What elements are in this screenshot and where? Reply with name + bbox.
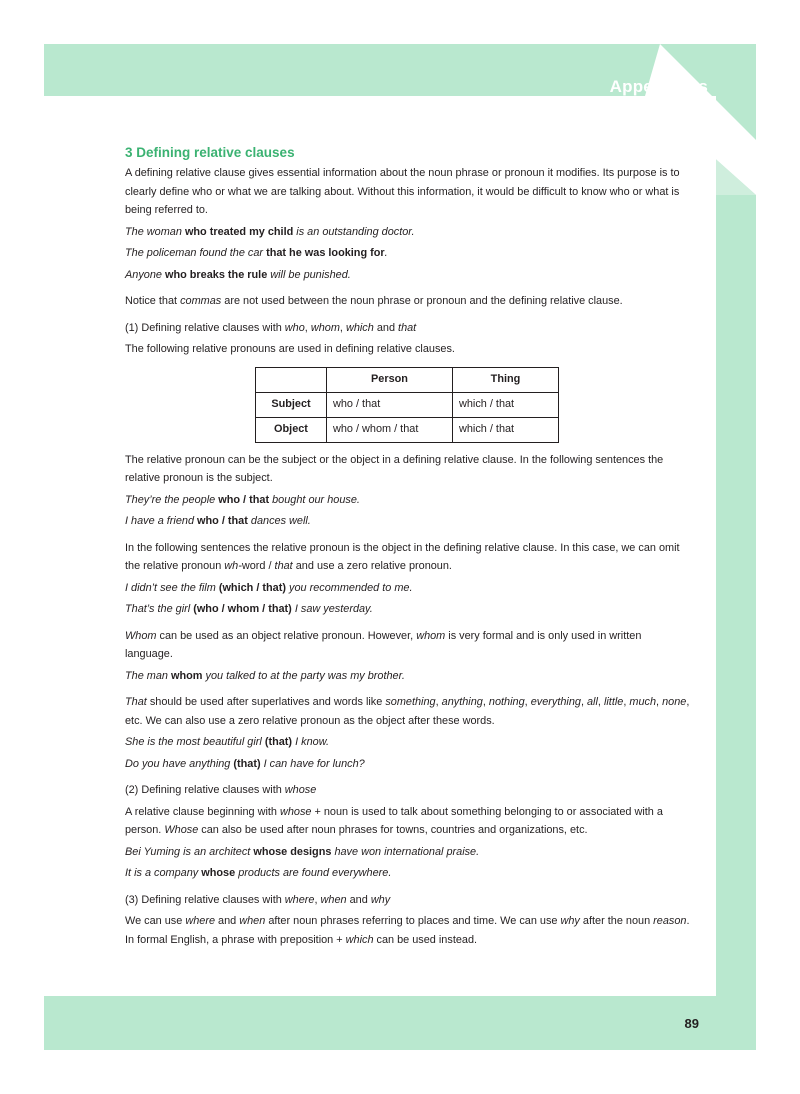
main-content: [125, 144, 690, 949]
whose-paragraph: A relative clause beginning with whose + noun is used to talk about something belonging to or associated with a person. Whose can also be used after noun phrases for towns, countries and organizations, etc.: [125, 805, 663, 836]
example-sentence: I have a friend who / that dances well.: [125, 515, 311, 527]
whom-paragraph: Whom can be used as an object relative pronoun. However, whom is very formal and is only used in written language.: [125, 629, 642, 660]
example-sentence: It is a company whose products are found everywhere.: [125, 867, 392, 879]
table-row: [256, 392, 559, 417]
table-corner: [256, 367, 327, 392]
subsection-heading-3: (3) Defining relative clauses with where, when and why: [125, 893, 391, 906]
row-label: Object: [256, 417, 327, 442]
subsection-heading-2: (2) Defining relative clauses with whose: [125, 784, 317, 796]
cell-thing: which / that: [453, 417, 559, 442]
table-row: [256, 417, 559, 442]
cell-person: who / that: [327, 392, 453, 417]
example-sentence: Bei Yuming is an architect whose designs have won international praise.: [125, 845, 480, 858]
intro-paragraph: A defining relative clause gives essential information about the noun phrase or pronoun it modifies. Its purpose is to clearly define who or what we are talking about. Without this information, it would be difficult to know who or what is being referred to.: [125, 167, 680, 216]
table-header-thing: Thing: [453, 367, 559, 392]
notice-paragraph: Notice that commas are not used between the noun phrase or pronoun and the defining relative clause.: [125, 295, 623, 307]
example-sentence: The policeman found the car that he was looking for.: [125, 247, 388, 259]
example-sentence: Anyone who breaks the rule will be punished.: [125, 268, 351, 281]
row-label: Subject: [256, 392, 327, 417]
table-intro: The following relative pronouns are used in defining relative clauses.: [125, 343, 455, 355]
example-sentence: She is the most beautiful girl (that) I know.: [125, 736, 329, 748]
example-sentence: They’re the people who / that bought our house.: [125, 493, 360, 506]
object-paragraph: In the following sentences the relative pronoun is the object in the defining relative clause. In this case, we can omit the relative pronoun wh-word / that and use a zero relative pronoun.: [125, 541, 680, 572]
subsection-heading-1: (1) Defining relative clauses with who, whom, which and that: [125, 321, 417, 334]
where-paragraph: We can use where and when after noun phrases referring to places and time. We can use why after the noun reason. In formal English, a phrase with preposition + which can be used instead.: [125, 915, 690, 946]
example-sentence: The man whom you talked to at the party was my brother.: [125, 669, 405, 682]
page-number: 89: [684, 1016, 699, 1031]
section-header: Appendices: [609, 77, 708, 96]
example-sentence: Do you have anything (that) I can have for lunch?: [125, 757, 365, 770]
example-sentence: That’s the girl (who / whom / that) I saw yesterday.: [125, 603, 373, 615]
that-paragraph: That should be used after superlatives and words like something, anything, nothing, everything, all, little, much, none, etc. We can also use a zero relative pronoun as the object after these words.: [125, 696, 690, 727]
example-sentence: I didn’t see the film (which / that) you recommended to me.: [125, 581, 413, 594]
table-header-person: Person: [327, 367, 453, 392]
relative-pronoun-table: [255, 367, 559, 443]
cell-thing: which / that: [453, 392, 559, 417]
example-sentence: The woman who treated my child is an outstanding doctor.: [125, 225, 415, 238]
cell-person: who / whom / that: [327, 417, 453, 442]
subject-paragraph: The relative pronoun can be the subject or the object in a defining relative clause. In the following sentences the relative pronoun is the subject.: [125, 453, 664, 484]
section-title: 3 Defining relative clauses: [125, 145, 295, 160]
